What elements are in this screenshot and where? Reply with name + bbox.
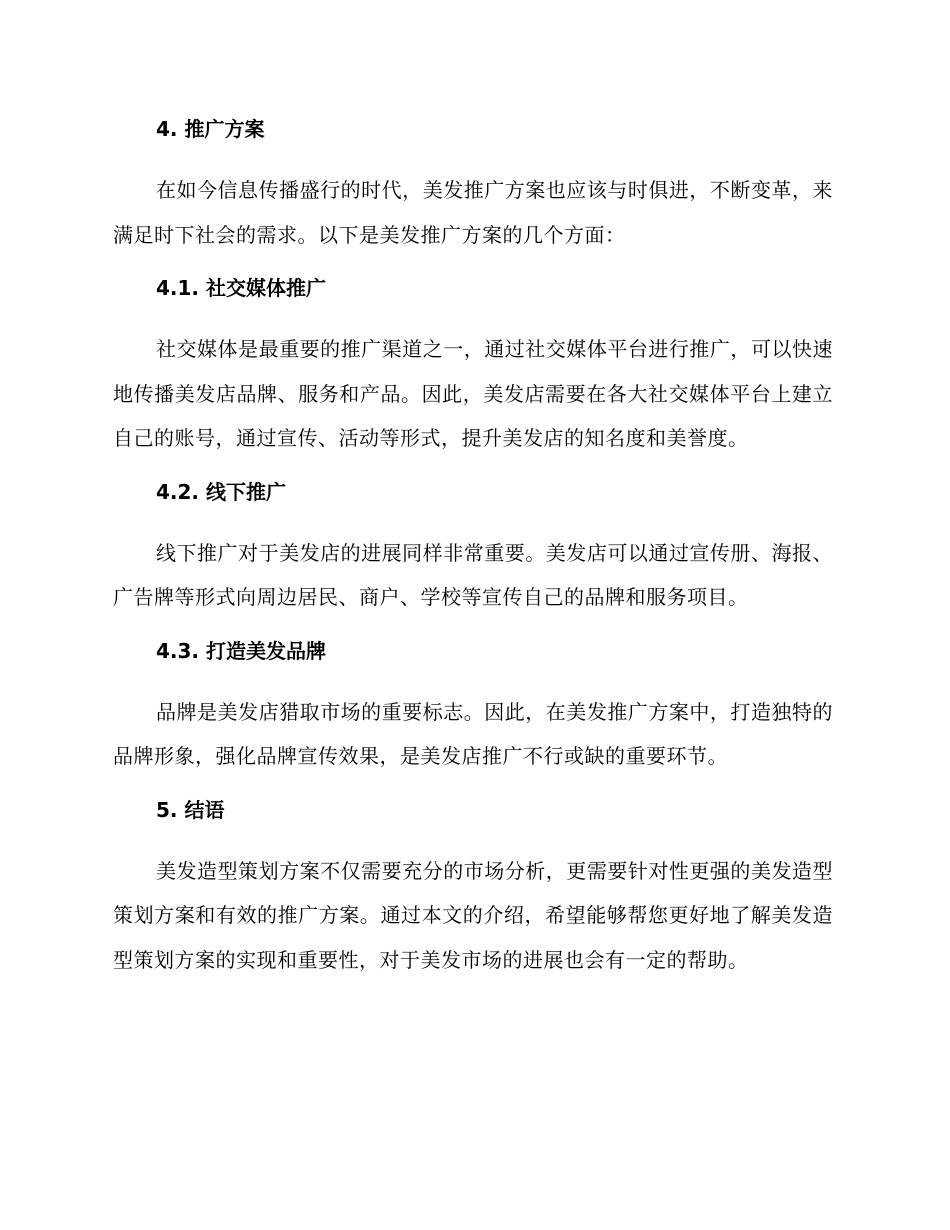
paragraph-offline: 线下推广对于美发店的进展同样非常重要。美发店可以通过宣传册、海报、广告牌等形式向周边居民、商户、学校等宣传自己的品牌和服务项目。 [113, 540, 833, 609]
paragraph-conclusion: 美发造型策划方案不仅需要充分的市场分析，更需要针对性更强的美发造型策划方案和有效的推广方案。通过本文的介绍，希望能够帮您更好地了解美发造型策划方案的实现和重要性，对于美发市场的进展也会有一定的帮助。 [113, 858, 833, 972]
document-body [113, 112, 833, 982]
section-heading-promotion-plan: 4. 推广方案 [156, 117, 265, 141]
section-heading-brand: 4.3. 打造美发品牌 [156, 638, 326, 663]
section-heading-conclusion: 5. 结语 [156, 797, 225, 822]
paragraph-promotion-intro: 在如今信息传播盛行的时代，美发推广方案也应该与时俱进，不断变革，来满足时下社会的需求。以下是美发推广方案的几个方面： [113, 178, 833, 247]
section-heading-social-media: 4.1. 社交媒体推广 [156, 276, 326, 300]
paragraph-brand: 品牌是美发店猎取市场的重要标志。因此，在美发推广方案中，打造独特的品牌形象，强化品牌宣传效果，是美发店推广不行或缺的重要环节。 [113, 699, 833, 768]
section-heading-offline: 4.2. 线下推广 [156, 479, 286, 504]
paragraph-social-media: 社交媒体是最重要的推广渠道之一，通过社交媒体平台进行推广，可以快速地传播美发店品牌、服务和产品。因此，美发店需要在各大社交媒体平台上建立自己的账号，通过宣传、活动等形式，提升美发店的知名度和美誉度。 [113, 337, 833, 450]
